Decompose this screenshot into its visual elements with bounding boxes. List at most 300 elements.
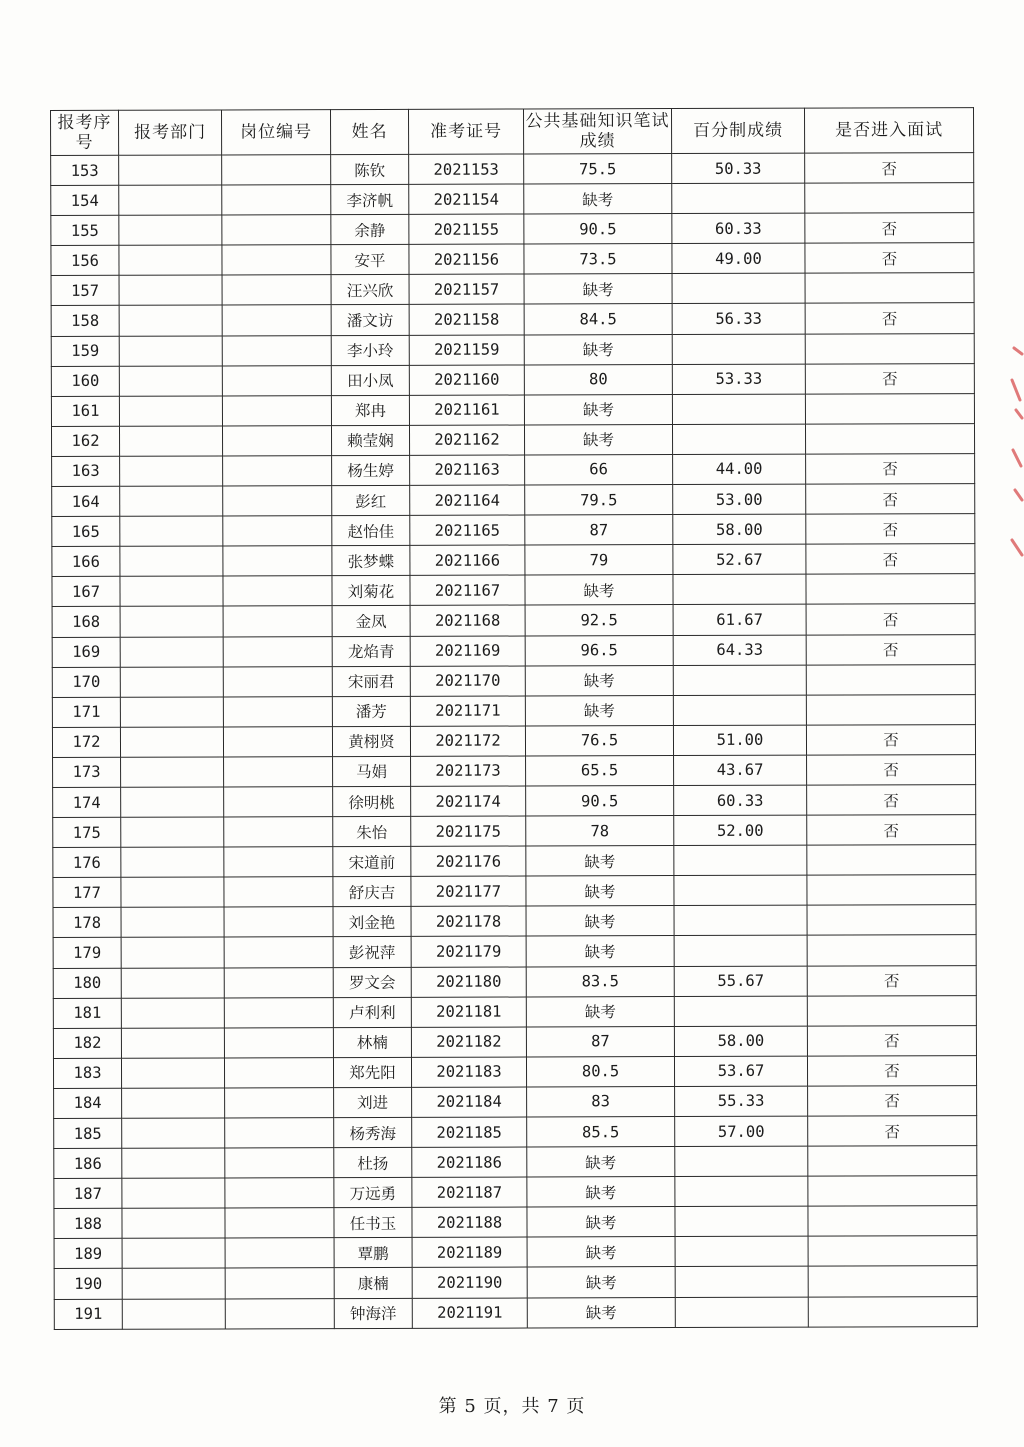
cell-name: 潘文访 — [331, 305, 409, 335]
cell-written: 66 — [525, 454, 673, 485]
cell-dept — [120, 727, 223, 757]
cell-post — [224, 967, 333, 997]
cell-dept — [121, 967, 224, 997]
cell-post — [225, 1238, 334, 1268]
cell-written: 76.5 — [525, 725, 673, 756]
cell-written: 96.5 — [525, 635, 673, 666]
table-row — [54, 1176, 977, 1209]
cell-seq: 164 — [52, 486, 120, 516]
cell-ticket: 2021184 — [412, 1087, 527, 1117]
cell-seq: 176 — [53, 847, 121, 877]
cell-interview — [808, 1236, 977, 1267]
cell-percent: 43.67 — [674, 755, 807, 786]
cell-interview: 否 — [807, 754, 976, 785]
cell-ticket: 2021189 — [412, 1237, 527, 1267]
cell-written: 缺考 — [527, 1237, 675, 1268]
cell-written: 缺考 — [527, 1297, 675, 1328]
cell-seq: 170 — [52, 667, 120, 697]
cell-percent — [675, 1146, 808, 1177]
cell-ticket: 2021188 — [412, 1207, 527, 1237]
cell-dept — [120, 576, 223, 606]
table-row — [51, 273, 974, 306]
cell-interview: 否 — [805, 243, 974, 274]
cell-name: 覃鹏 — [334, 1238, 412, 1268]
cell-ticket: 2021191 — [412, 1298, 527, 1328]
cell-post — [222, 365, 331, 395]
cell-interview: 否 — [807, 815, 976, 846]
cell-ticket: 2021163 — [410, 455, 525, 485]
cell-seq: 160 — [51, 366, 119, 396]
cell-written: 83 — [527, 1086, 675, 1117]
cell-seq: 191 — [54, 1299, 122, 1329]
cell-dept — [122, 1178, 225, 1208]
cell-interview — [805, 393, 974, 424]
cell-post — [224, 997, 333, 1027]
cell-post — [223, 576, 332, 606]
cell-ticket: 2021159 — [409, 335, 524, 365]
cell-post — [223, 636, 332, 666]
table-row — [53, 754, 976, 787]
cell-dept — [122, 1268, 225, 1298]
cell-interview: 否 — [805, 153, 974, 184]
table-body — [51, 153, 978, 1330]
cell-name: 任书玉 — [334, 1208, 412, 1238]
cell-interview: 否 — [806, 634, 975, 665]
cell-interview — [807, 995, 976, 1026]
cell-name: 郑冉 — [331, 395, 409, 425]
cell-percent — [674, 845, 807, 876]
cell-post — [222, 245, 331, 275]
cell-percent — [672, 424, 805, 455]
cell-written: 87 — [526, 1026, 674, 1057]
cell-name: 钟海洋 — [334, 1298, 412, 1328]
cell-name: 杨秀海 — [334, 1117, 412, 1147]
cell-ticket: 2021153 — [409, 154, 524, 184]
cell-interview: 否 — [807, 965, 976, 996]
table-row — [54, 1236, 977, 1269]
cell-ticket: 2021187 — [412, 1177, 527, 1207]
cell-post — [223, 516, 332, 546]
cell-name: 刘进 — [334, 1087, 412, 1117]
cell-post — [224, 907, 333, 937]
cell-name: 赵怡佳 — [332, 515, 410, 545]
table-row — [51, 363, 974, 396]
cell-percent: 53.00 — [673, 484, 806, 515]
cell-name: 安平 — [331, 245, 409, 275]
cell-name: 田小凤 — [331, 365, 409, 395]
cell-ticket: 2021172 — [410, 726, 525, 756]
cell-ticket: 2021171 — [410, 696, 525, 726]
cell-written: 缺考 — [526, 996, 674, 1027]
cell-interview: 否 — [808, 1086, 977, 1117]
cell-post — [225, 1208, 334, 1238]
table-row — [54, 1206, 977, 1239]
cell-dept — [122, 1238, 225, 1268]
cell-written: 79.5 — [525, 485, 673, 516]
cell-percent: 55.67 — [674, 966, 807, 997]
cell-dept — [121, 937, 224, 967]
cell-ticket: 2021162 — [409, 425, 524, 455]
cell-seq: 153 — [51, 155, 119, 185]
cell-dept — [120, 456, 223, 486]
cell-percent: 44.00 — [673, 454, 806, 485]
cell-name: 彭红 — [332, 485, 410, 515]
cell-post — [223, 606, 332, 636]
table-row — [52, 664, 975, 697]
cell-name: 赖莹娴 — [331, 425, 409, 455]
stamp-fragment — [1000, 340, 1024, 600]
cell-interview: 否 — [805, 363, 974, 394]
cell-ticket: 2021186 — [412, 1147, 527, 1177]
cell-seq: 162 — [51, 426, 119, 456]
cell-dept — [120, 606, 223, 636]
cell-written: 84.5 — [524, 304, 672, 335]
cell-post — [223, 486, 332, 516]
cell-written: 80.5 — [526, 1056, 674, 1087]
cell-dept — [119, 336, 222, 366]
cell-dept — [121, 877, 224, 907]
cell-seq: 156 — [51, 246, 119, 276]
cell-percent — [672, 334, 805, 365]
cell-name: 朱怡 — [333, 816, 411, 846]
cell-post — [224, 817, 333, 847]
table-row — [52, 724, 975, 757]
cell-ticket: 2021185 — [412, 1117, 527, 1147]
cell-interview — [807, 905, 976, 936]
cell-name: 金凤 — [332, 606, 410, 636]
cell-percent: 49.00 — [672, 243, 805, 274]
cell-seq: 182 — [53, 1028, 121, 1058]
table-row — [53, 935, 976, 968]
cell-post — [224, 877, 333, 907]
cell-ticket: 2021165 — [410, 515, 525, 545]
cell-dept — [120, 697, 223, 727]
table-row — [54, 1116, 977, 1149]
cell-dept — [121, 847, 224, 877]
cell-percent — [675, 1206, 808, 1237]
cell-interview — [808, 1176, 977, 1207]
table-row — [54, 1266, 977, 1299]
cell-dept — [121, 907, 224, 937]
cell-name: 卢利利 — [333, 997, 411, 1027]
cell-ticket: 2021178 — [411, 906, 526, 936]
cell-ticket: 2021174 — [411, 786, 526, 816]
cell-written: 缺考 — [526, 876, 674, 907]
cell-written: 78 — [526, 816, 674, 847]
table-row — [53, 845, 976, 878]
cell-name: 潘芳 — [332, 696, 410, 726]
cell-dept — [119, 275, 222, 305]
cell-percent: 60.33 — [672, 213, 805, 244]
cell-written: 75.5 — [524, 154, 672, 185]
cell-seq: 179 — [53, 938, 121, 968]
cell-percent — [674, 996, 807, 1027]
cell-seq: 163 — [52, 456, 120, 486]
cell-name: 宋道前 — [333, 847, 411, 877]
cell-interview: 否 — [806, 454, 975, 485]
cell-seq: 174 — [53, 787, 121, 817]
cell-post — [223, 546, 332, 576]
cell-interview: 否 — [807, 1025, 976, 1056]
cell-name: 郑先阳 — [333, 1057, 411, 1087]
cell-ticket: 2021167 — [410, 575, 525, 605]
cell-written: 87 — [525, 515, 673, 546]
cell-dept — [122, 1118, 225, 1148]
cell-post — [223, 726, 332, 756]
cell-name: 宋丽君 — [332, 666, 410, 696]
cell-seq: 175 — [53, 817, 121, 847]
cell-seq: 167 — [52, 577, 120, 607]
header-name: 姓名 — [331, 109, 409, 154]
cell-seq: 188 — [54, 1209, 122, 1239]
cell-percent — [672, 274, 805, 305]
cell-ticket: 2021160 — [409, 365, 524, 395]
cell-percent: 50.33 — [672, 153, 805, 184]
table-row — [54, 1146, 977, 1179]
cell-ticket: 2021168 — [410, 605, 525, 635]
cell-seq: 159 — [51, 336, 119, 366]
cell-seq: 166 — [52, 547, 120, 577]
cell-post — [224, 1027, 333, 1057]
cell-name: 余静 — [331, 215, 409, 245]
cell-percent: 51.00 — [673, 725, 806, 756]
cell-ticket: 2021181 — [411, 997, 526, 1027]
cell-percent — [673, 665, 806, 696]
table-row — [52, 514, 975, 547]
cell-ticket: 2021190 — [412, 1267, 527, 1297]
cell-post — [225, 1118, 334, 1148]
cell-interview — [805, 273, 974, 304]
cell-seq: 189 — [54, 1239, 122, 1269]
cell-name: 马娟 — [333, 756, 411, 786]
cell-dept — [121, 787, 224, 817]
cell-seq: 157 — [51, 276, 119, 306]
cell-post — [223, 456, 332, 486]
cell-post — [224, 847, 333, 877]
cell-post — [222, 215, 331, 245]
cell-interview: 否 — [806, 604, 975, 635]
cell-written: 缺考 — [524, 274, 672, 305]
cell-interview — [807, 875, 976, 906]
table-row — [54, 1296, 977, 1329]
cell-seq: 168 — [52, 607, 120, 637]
table-row — [51, 393, 974, 426]
cell-post — [224, 1057, 333, 1087]
score-table — [50, 107, 978, 1330]
cell-ticket: 2021166 — [410, 545, 525, 575]
cell-name: 张梦蝶 — [332, 546, 410, 576]
cell-post — [222, 395, 331, 425]
cell-seq: 155 — [51, 215, 119, 245]
cell-written: 73.5 — [524, 244, 672, 275]
cell-interview: 否 — [806, 544, 975, 575]
cell-percent — [673, 574, 806, 605]
cell-written: 65.5 — [526, 755, 674, 786]
cell-ticket: 2021157 — [409, 274, 524, 304]
cell-name: 舒庆吉 — [333, 877, 411, 907]
header-dept: 报考部门 — [119, 110, 222, 155]
cell-percent: 61.67 — [673, 605, 806, 636]
cell-dept — [119, 155, 222, 185]
table-row — [53, 875, 976, 908]
header-percent: 百分制成绩 — [671, 108, 804, 153]
cell-seq: 184 — [54, 1088, 122, 1118]
cell-written: 80 — [524, 364, 672, 395]
cell-percent — [675, 1297, 808, 1328]
table-row — [51, 213, 974, 246]
cell-ticket: 2021154 — [409, 184, 524, 214]
cell-seq: 173 — [53, 757, 121, 787]
cell-post — [225, 1298, 334, 1328]
cell-name: 刘金艳 — [333, 907, 411, 937]
cell-name: 黄栩贤 — [332, 726, 410, 756]
cell-written: 79 — [525, 545, 673, 576]
cell-interview — [808, 1266, 977, 1297]
cell-percent: 57.00 — [675, 1116, 808, 1147]
cell-interview — [808, 1206, 977, 1237]
cell-name: 彭祝萍 — [333, 937, 411, 967]
cell-dept — [120, 636, 223, 666]
cell-dept — [122, 1208, 225, 1238]
cell-dept — [120, 486, 223, 516]
cell-post — [222, 155, 331, 185]
cell-seq: 185 — [54, 1118, 122, 1148]
cell-written: 缺考 — [524, 424, 672, 455]
cell-written: 85.5 — [527, 1117, 675, 1148]
cell-written: 缺考 — [524, 184, 672, 215]
cell-seq: 190 — [54, 1269, 122, 1299]
page-footer: 第 5 页，共 7 页 — [438, 1396, 586, 1417]
cell-interview — [805, 423, 974, 454]
cell-seq: 154 — [51, 185, 119, 215]
cell-seq: 161 — [51, 396, 119, 426]
table-row — [51, 303, 974, 336]
cell-percent: 58.00 — [673, 514, 806, 545]
table-row — [53, 1055, 976, 1088]
cell-percent: 64.33 — [673, 635, 806, 666]
cell-dept — [122, 1299, 225, 1329]
cell-dept — [119, 396, 222, 426]
cell-dept — [122, 1148, 225, 1178]
table-row — [51, 183, 974, 216]
cell-written: 90.5 — [526, 786, 674, 817]
cell-name: 汪兴欣 — [331, 275, 409, 305]
cell-interview — [808, 1146, 977, 1177]
cell-percent — [675, 1176, 808, 1207]
header-ticket: 准考证号 — [408, 109, 523, 154]
cell-interview — [807, 845, 976, 876]
cell-name: 龙焰青 — [332, 636, 410, 666]
cell-interview: 否 — [808, 1116, 977, 1147]
cell-interview — [806, 694, 975, 725]
cell-dept — [119, 366, 222, 396]
cell-written: 缺考 — [527, 1207, 675, 1238]
table-row — [53, 815, 976, 848]
cell-seq: 186 — [54, 1148, 122, 1178]
cell-ticket: 2021179 — [411, 936, 526, 966]
cell-written: 缺考 — [526, 846, 674, 877]
table-row — [53, 785, 976, 818]
cell-ticket: 2021175 — [411, 816, 526, 846]
cell-interview: 否 — [806, 484, 975, 515]
cell-ticket: 2021170 — [410, 666, 525, 696]
table-row — [52, 574, 975, 607]
cell-written: 缺考 — [526, 936, 674, 967]
cell-dept — [121, 757, 224, 787]
cell-seq: 172 — [52, 727, 120, 757]
cell-post — [222, 185, 331, 215]
cell-ticket: 2021158 — [409, 304, 524, 334]
cell-name: 杜扬 — [334, 1147, 412, 1177]
cell-written: 缺考 — [527, 1267, 675, 1298]
cell-percent — [674, 905, 807, 936]
cell-seq: 181 — [53, 998, 121, 1028]
header-written: 公共基础知识笔试成绩 — [523, 109, 671, 154]
cell-dept — [119, 185, 222, 215]
cell-name: 徐明桃 — [333, 786, 411, 816]
cell-percent: 52.00 — [674, 815, 807, 846]
table-row — [52, 484, 975, 517]
cell-dept — [119, 305, 222, 335]
table-row — [53, 995, 976, 1028]
cell-name: 万远勇 — [334, 1178, 412, 1208]
cell-seq: 187 — [54, 1178, 122, 1208]
cell-dept — [121, 1028, 224, 1058]
cell-ticket: 2021177 — [411, 876, 526, 906]
cell-post — [222, 335, 331, 365]
cell-dept — [122, 1088, 225, 1118]
header-seq: 报考序号 — [51, 110, 119, 155]
cell-seq: 180 — [53, 968, 121, 998]
cell-percent: 56.33 — [672, 304, 805, 335]
table-row — [52, 604, 975, 637]
cell-ticket: 2021155 — [409, 214, 524, 244]
cell-interview: 否 — [807, 785, 976, 816]
cell-name: 李小玲 — [331, 335, 409, 365]
cell-interview — [807, 935, 976, 966]
cell-written: 缺考 — [525, 665, 673, 696]
cell-percent — [674, 936, 807, 967]
cell-percent — [674, 875, 807, 906]
cell-written: 缺考 — [524, 394, 672, 425]
cell-dept — [120, 667, 223, 697]
cell-interview: 否 — [806, 724, 975, 755]
cell-percent: 53.33 — [672, 364, 805, 395]
table-row — [52, 694, 975, 727]
cell-written: 缺考 — [525, 695, 673, 726]
cell-seq: 169 — [52, 637, 120, 667]
table-row — [51, 153, 974, 186]
cell-name: 李济帆 — [331, 184, 409, 214]
cell-post — [225, 1088, 334, 1118]
cell-post — [223, 696, 332, 726]
cell-ticket: 2021161 — [409, 395, 524, 425]
cell-ticket: 2021169 — [410, 636, 525, 666]
cell-ticket: 2021182 — [411, 1027, 526, 1057]
cell-dept — [121, 817, 224, 847]
cell-name: 刘菊花 — [332, 576, 410, 606]
cell-written: 缺考 — [527, 1147, 675, 1178]
cell-percent: 60.33 — [674, 785, 807, 816]
cell-seq: 158 — [51, 306, 119, 336]
table-row — [51, 243, 974, 276]
cell-written: 缺考 — [524, 334, 672, 365]
cell-interview: 否 — [807, 1055, 976, 1086]
cell-name: 康楠 — [334, 1268, 412, 1298]
cell-written: 90.5 — [524, 214, 672, 245]
cell-percent — [672, 183, 805, 214]
cell-dept — [120, 516, 223, 546]
